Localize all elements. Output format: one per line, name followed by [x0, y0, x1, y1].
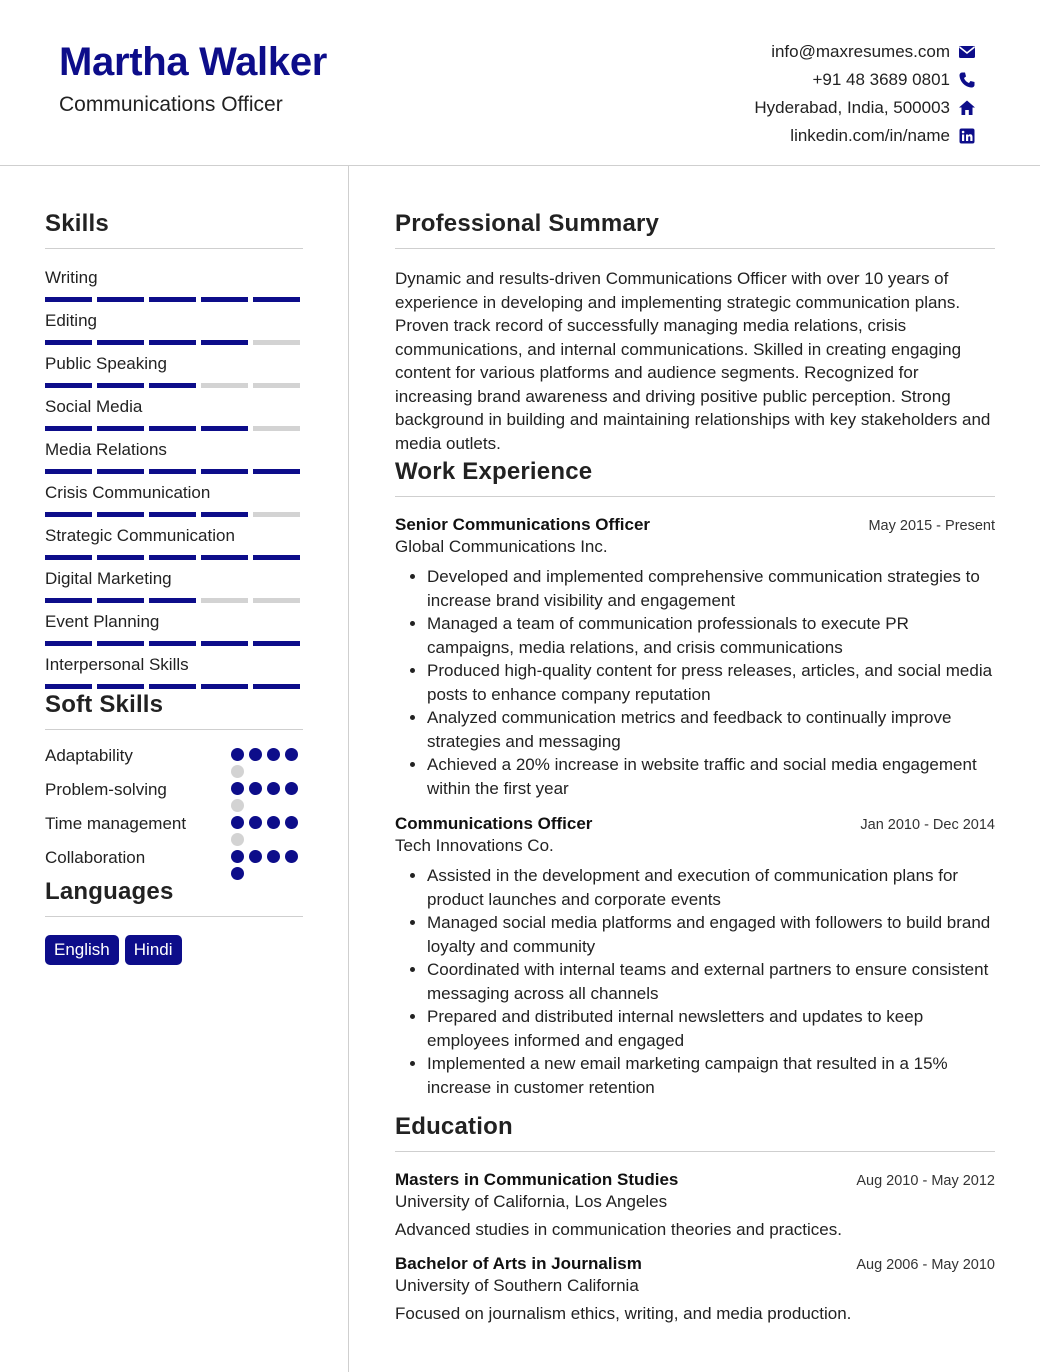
rating-bar-segment — [97, 684, 144, 689]
job-bullet: • Developed and implemented comprehensive communication strategies to increase brand visibility and engagement — [427, 565, 995, 612]
rating-bar-segment — [97, 383, 144, 388]
education-header — [395, 1254, 995, 1274]
rating-bar-segment — [149, 383, 196, 388]
skill-item — [45, 611, 303, 654]
rating-bar-segment — [45, 297, 92, 302]
summary-heading: Professional Summary — [395, 210, 660, 237]
language-badge: Hindi — [125, 935, 182, 965]
job-date: Jan 2010 - Dec 2014 — [860, 817, 995, 833]
rating-bar-segment — [201, 383, 248, 388]
skill-label: Strategic Communication — [45, 526, 235, 545]
rating-bar-segment — [45, 469, 92, 474]
rating-bar-segment — [149, 426, 196, 431]
soft-skill-rating-dots — [231, 778, 303, 812]
skill-item — [45, 267, 303, 310]
rating-bar-segment — [97, 297, 144, 302]
contact-linkedin[interactable] — [754, 122, 976, 150]
skill-item — [45, 439, 303, 482]
rating-dot — [231, 782, 244, 795]
skill-label: Editing — [45, 311, 97, 330]
rating-bar-segment — [253, 512, 300, 517]
contact-block — [754, 38, 976, 150]
language-badge: English — [45, 935, 119, 965]
education-heading: Education — [395, 1113, 513, 1140]
skill-rating-bars — [45, 555, 303, 560]
job-organization: Global Communications Inc. — [395, 537, 608, 556]
rating-bar-segment — [45, 512, 92, 517]
soft-skill-item — [45, 846, 303, 880]
rating-bar-segment — [97, 512, 144, 517]
rating-dot — [285, 782, 298, 795]
rating-bar-segment — [97, 340, 144, 345]
job-bullet: • Assisted in the development and execution of communication plans for product launches and corporate events — [427, 864, 995, 911]
rating-bar-segment — [45, 555, 92, 560]
education-header — [395, 1170, 995, 1190]
rating-bar-segment — [149, 684, 196, 689]
skill-item — [45, 525, 303, 568]
skill-item — [45, 482, 303, 525]
candidate-title: Communications Officer — [59, 93, 283, 116]
soft-skill-label: Adaptability — [45, 746, 133, 765]
rating-bar-segment — [45, 684, 92, 689]
education-degree: Bachelor of Arts in Journalism — [395, 1254, 642, 1273]
rating-dot — [249, 782, 262, 795]
section-rule — [45, 729, 303, 730]
rating-dot — [231, 867, 244, 880]
rating-bar-segment — [201, 469, 248, 474]
rating-bar-segment — [97, 426, 144, 431]
skill-rating-bars — [45, 469, 303, 474]
job-organization: Tech Innovations Co. — [395, 836, 554, 855]
rating-bar-segment — [201, 512, 248, 517]
skill-label: Writing — [45, 268, 98, 287]
rating-bar-segment — [45, 641, 92, 646]
rating-bar-segment — [253, 598, 300, 603]
rating-dot — [249, 850, 262, 863]
contact-phone-text: +91 48 3689 0801 — [812, 70, 950, 89]
linkedin-icon — [958, 127, 976, 145]
skill-label: Crisis Communication — [45, 483, 211, 502]
summary-text: Dynamic and results-driven Communications Officer with over 10 years of experience in developing and implementing strategic communication plans. Proven track record of successfully managing media relations, crisis communications, and internal communications. Skilled in creating engaging content for various platforms and audience segments. Recognized for increasing brand awareness and driving positive public perception. Strong background in building and maintaining relationships with key stakeholders and media outlets. — [395, 269, 991, 453]
education-degree: Masters in Communication Studies — [395, 1170, 679, 1189]
section-rule — [395, 496, 995, 497]
rating-bar-segment — [253, 469, 300, 474]
rating-dot — [285, 748, 298, 761]
skill-label: Event Planning — [45, 612, 160, 631]
rating-dot — [267, 850, 280, 863]
skill-item — [45, 353, 303, 396]
rating-bar-segment — [97, 555, 144, 560]
contact-location-text: Hyderabad, India, 500003 — [754, 98, 950, 117]
rating-bar-segment — [45, 598, 92, 603]
candidate-name: Martha Walker — [59, 40, 328, 84]
job-date: May 2015 - Present — [868, 518, 995, 534]
soft-skill-label: Time management — [45, 814, 187, 833]
skill-rating-bars — [45, 684, 303, 689]
soft-skill-rating-dots — [231, 846, 303, 880]
rating-bar-segment — [253, 555, 300, 560]
soft-skill-item — [45, 778, 303, 812]
education-date: Aug 2006 - May 2010 — [856, 1257, 995, 1273]
rating-bar-segment — [149, 297, 196, 302]
rating-dot — [231, 850, 244, 863]
job-title: Communications Officer — [395, 814, 593, 833]
job-bullet: • Analyzed communication metrics and feedback to continually improve strategies and messaging — [427, 706, 995, 753]
section-rule — [395, 1151, 995, 1152]
skills-heading: Skills — [45, 210, 109, 237]
rating-dot — [249, 816, 262, 829]
phone-icon — [958, 71, 976, 89]
section-rule — [45, 248, 303, 249]
education-school: University of California, Los Angeles — [395, 1192, 668, 1211]
rating-dot — [267, 748, 280, 761]
section-rule — [395, 248, 995, 249]
home-icon — [958, 99, 976, 117]
job-title: Senior Communications Officer — [395, 515, 651, 534]
rating-bar-segment — [97, 598, 144, 603]
contact-phone[interactable] — [754, 66, 976, 94]
contact-location — [754, 94, 976, 122]
rating-bar-segment — [45, 340, 92, 345]
rating-bar-segment — [253, 684, 300, 689]
soft-skill-label: Problem-solving — [45, 780, 167, 799]
skill-label: Digital Marketing — [45, 569, 172, 588]
rating-bar-segment — [253, 383, 300, 388]
education-description: Focused on journalism ethics, writing, and media production. — [395, 1304, 852, 1323]
skill-item — [45, 568, 303, 611]
rating-bar-segment — [201, 555, 248, 560]
skill-item — [45, 396, 303, 439]
education-description: Advanced studies in communication theories and practices. — [395, 1220, 842, 1239]
jobs-list — [395, 515, 995, 1099]
rating-bar-segment — [97, 641, 144, 646]
skill-rating-bars — [45, 383, 303, 388]
skill-item — [45, 310, 303, 353]
rating-bar-segment — [201, 340, 248, 345]
rating-dot — [231, 748, 244, 761]
skill-label: Social Media — [45, 397, 143, 416]
rating-bar-segment — [253, 426, 300, 431]
rating-bar-segment — [201, 297, 248, 302]
skill-label: Media Relations — [45, 440, 167, 459]
rating-bar-segment — [149, 641, 196, 646]
rating-dot — [231, 765, 244, 778]
rating-bar-segment — [45, 426, 92, 431]
job-bullets — [395, 565, 995, 800]
rating-bar-segment — [149, 340, 196, 345]
job-entry — [395, 515, 995, 800]
skill-rating-bars — [45, 641, 303, 646]
rating-dot — [231, 816, 244, 829]
rating-dot — [231, 799, 244, 812]
job-header — [395, 814, 995, 834]
skill-rating-bars — [45, 512, 303, 517]
resume-header — [0, 0, 1040, 166]
column-divider — [348, 166, 349, 1372]
rating-bar-segment — [149, 598, 196, 603]
job-bullet: • Achieved a 20% increase in website traffic and social media engagement within the first year — [427, 753, 995, 800]
skill-rating-bars — [45, 426, 303, 431]
soft-skill-item — [45, 812, 303, 846]
job-header — [395, 515, 995, 535]
job-bullets — [395, 864, 995, 1099]
right-column — [395, 210, 995, 1338]
skill-rating-bars — [45, 340, 303, 345]
rating-dot — [231, 833, 244, 846]
skill-label: Public Speaking — [45, 354, 167, 373]
job-bullet: • Implemented a new email marketing campaign that resulted in a 15% increase in customer retention — [427, 1052, 995, 1099]
soft-skills-heading: Soft Skills — [45, 691, 164, 718]
soft-skill-rating-dots — [231, 812, 303, 846]
rating-bar-segment — [201, 426, 248, 431]
rating-bar-segment — [253, 297, 300, 302]
section-rule — [45, 916, 303, 917]
languages-heading: Languages — [45, 878, 174, 905]
skill-label: Interpersonal Skills — [45, 655, 189, 674]
education-entry — [395, 1170, 995, 1240]
education-list — [395, 1170, 995, 1324]
rating-dot — [267, 816, 280, 829]
education-entry — [395, 1254, 995, 1324]
soft-skill-item — [45, 744, 303, 778]
soft-skills-list — [45, 744, 303, 880]
soft-skill-label: Collaboration — [45, 848, 146, 867]
left-column — [45, 210, 303, 965]
rating-bar-segment — [201, 684, 248, 689]
rating-dot — [267, 782, 280, 795]
languages-list — [45, 935, 303, 965]
skill-rating-bars — [45, 598, 303, 603]
education-date: Aug 2010 - May 2012 — [856, 1173, 995, 1189]
job-bullet: • Prepared and distributed internal newsletters and updates to keep employees informed and engaged — [427, 1005, 995, 1052]
job-bullet: • Managed a team of communication professionals to execute PR campaigns, media relations, and crisis communications — [427, 612, 995, 659]
rating-bar-segment — [149, 469, 196, 474]
job-entry — [395, 814, 995, 1099]
rating-bar-segment — [45, 383, 92, 388]
soft-skill-rating-dots — [231, 744, 303, 778]
rating-bar-segment — [201, 598, 248, 603]
education-school: University of Southern California — [395, 1276, 639, 1295]
rating-bar-segment — [149, 512, 196, 517]
contact-email[interactable] — [754, 38, 976, 66]
skills-list — [45, 267, 303, 697]
rating-bar-segment — [149, 555, 196, 560]
rating-bar-segment — [253, 340, 300, 345]
job-bullet: • Coordinated with internal teams and external partners to ensure consistent messaging across all channels — [427, 958, 995, 1005]
job-bullet: • Managed social media platforms and engaged with followers to build brand loyalty and community — [427, 911, 995, 958]
skill-rating-bars — [45, 297, 303, 302]
rating-bar-segment — [201, 641, 248, 646]
rating-dot — [249, 748, 262, 761]
contact-linkedin-text: linkedin.com/in/name — [790, 126, 950, 145]
job-bullet: • Produced high-quality content for press releases, articles, and social media posts to enhance company reputation — [427, 659, 995, 706]
experience-heading: Work Experience — [395, 458, 593, 485]
contact-email-text: info@maxresumes.com — [771, 42, 950, 61]
rating-dot — [285, 816, 298, 829]
rating-bar-segment — [97, 469, 144, 474]
rating-bar-segment — [253, 641, 300, 646]
rating-dot — [285, 850, 298, 863]
envelope-icon — [958, 43, 976, 61]
